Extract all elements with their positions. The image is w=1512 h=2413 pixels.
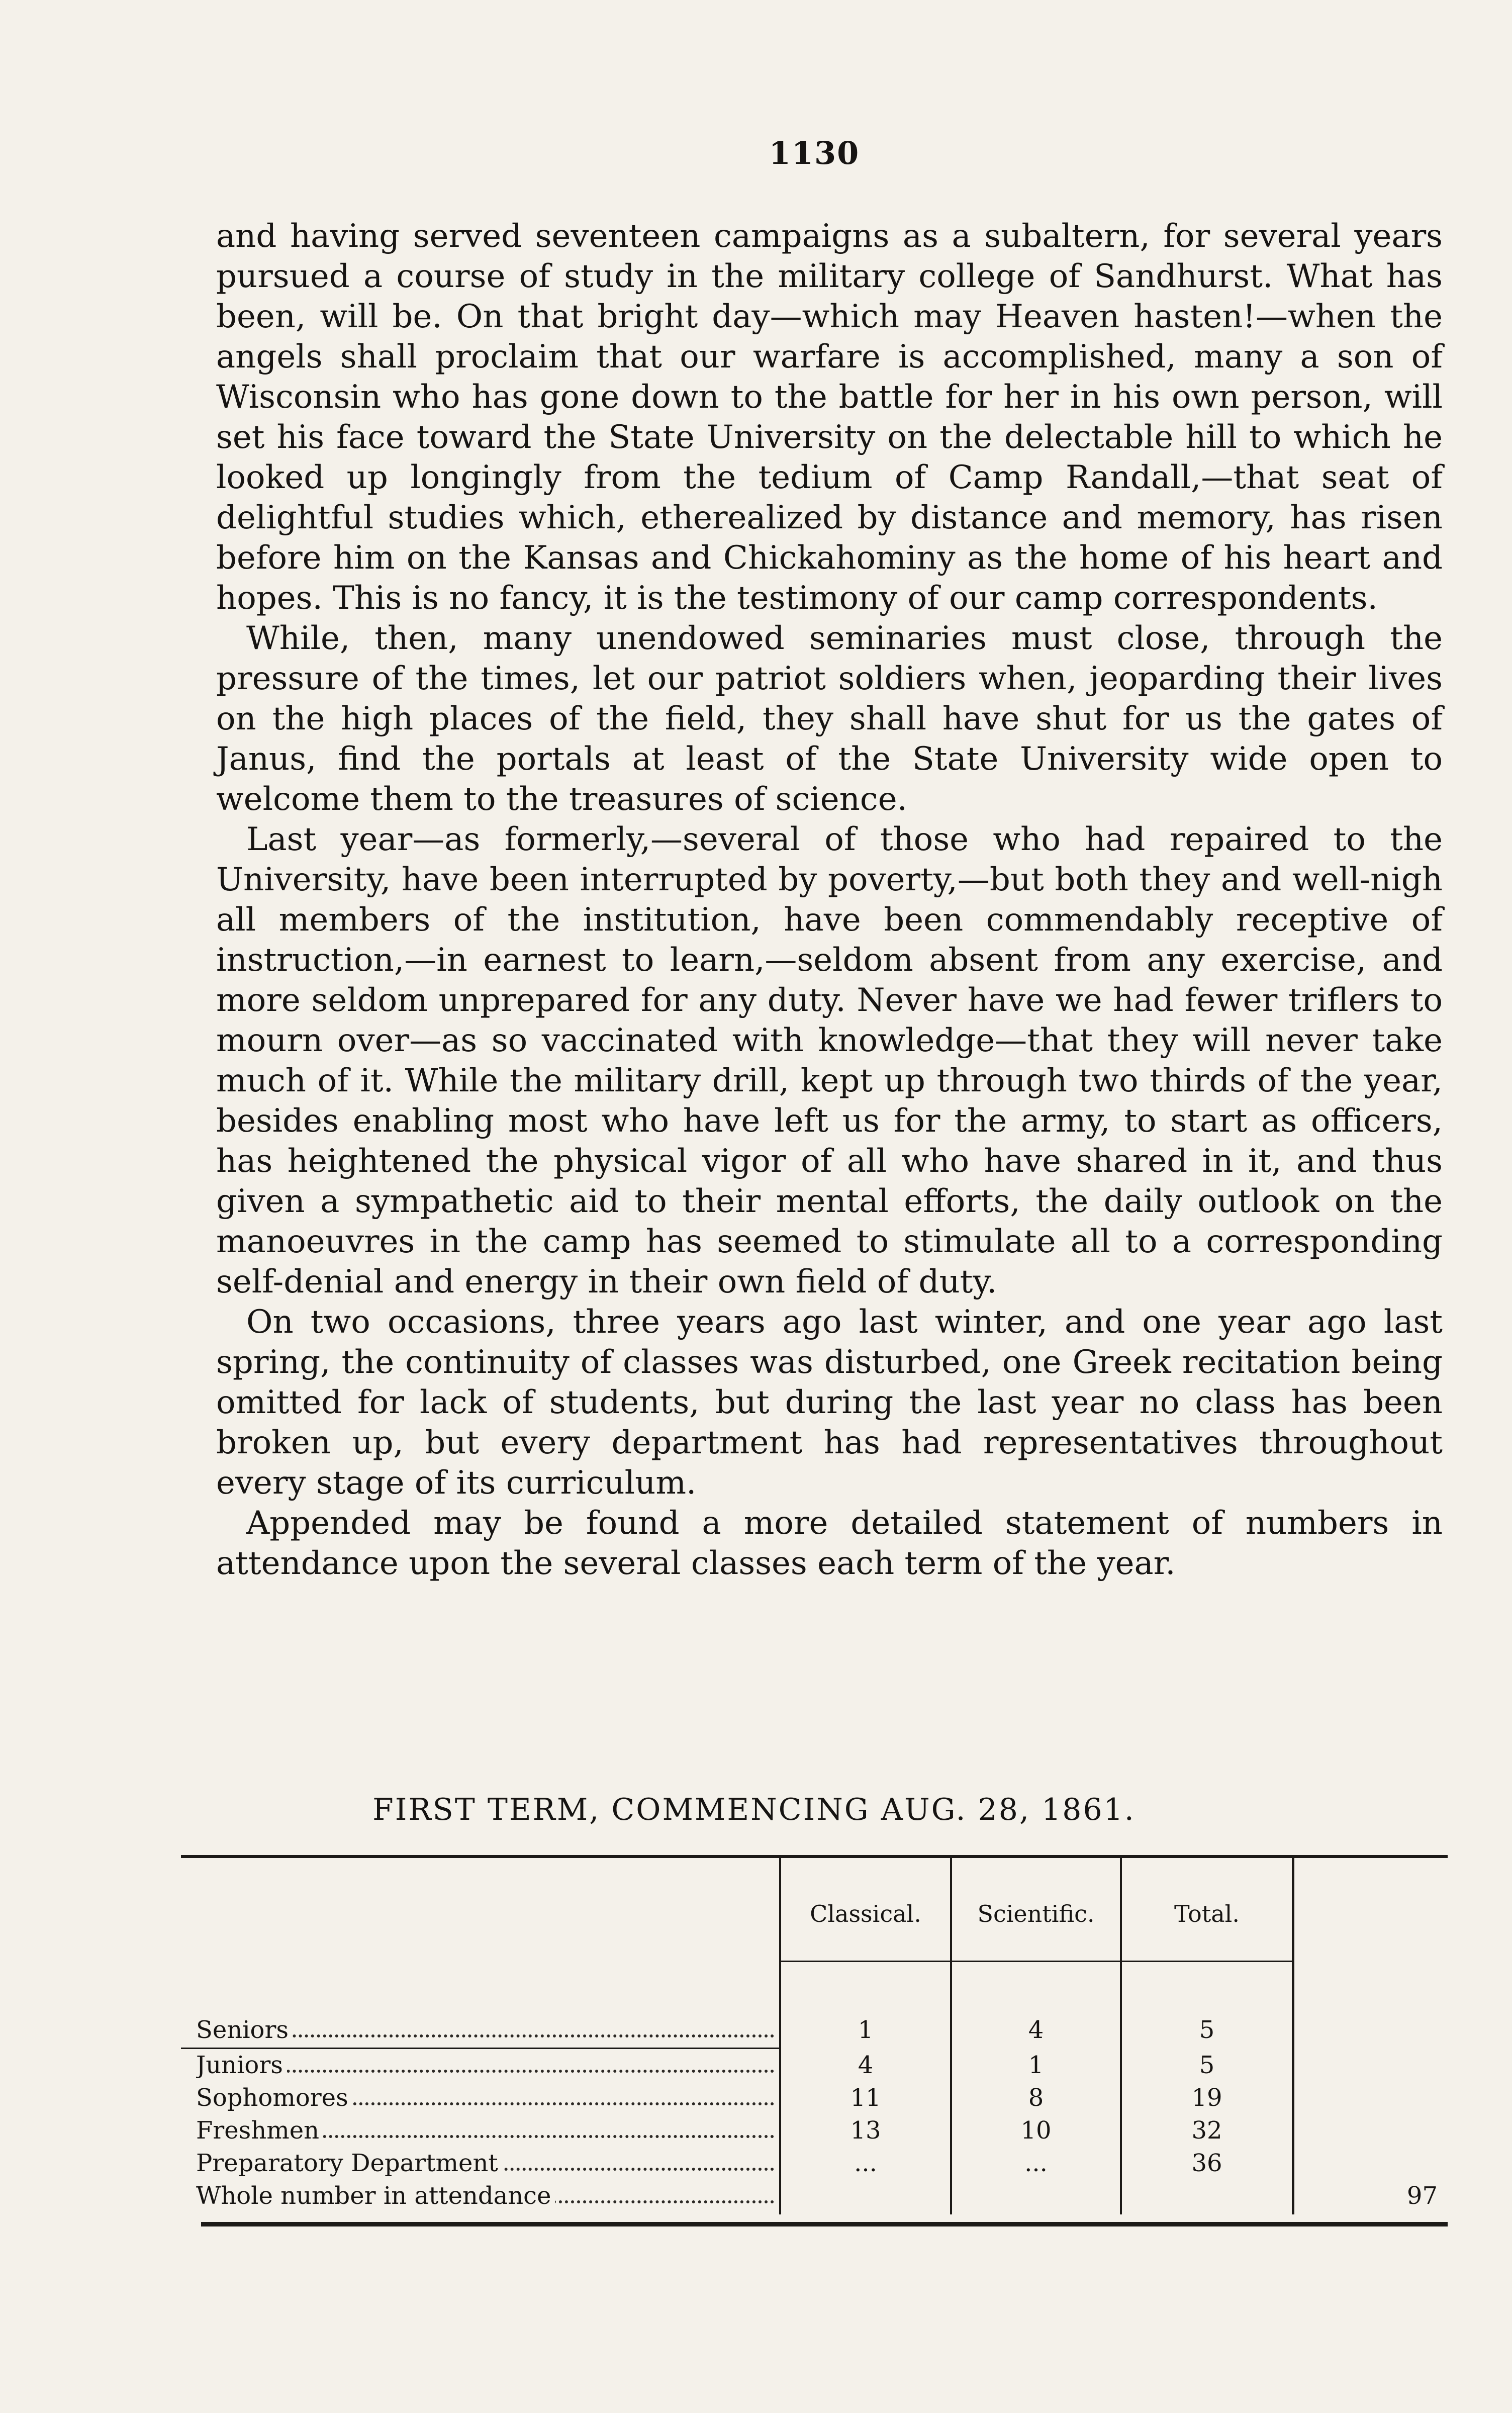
classical-cell: 11	[850, 2084, 881, 2112]
total-cell: 5	[1199, 2016, 1215, 2044]
table-row	[181, 2179, 1448, 2212]
header-rule	[779, 1961, 1292, 1962]
scientific-cell: ...	[1024, 2149, 1048, 2177]
paragraph-2: While, then, many unendowed seminaries must close, through the pressure of the times, let our patriot soldiers when, jeoparding their lives on the high places of the field, they shall have shut for us the gates of Janus, find the portals at least of the State University wide open to welcome them to the treasures of science.	[216, 620, 1443, 818]
table-row	[181, 2013, 1448, 2047]
row-label: Whole number in attendance	[196, 2179, 774, 2212]
row-label: Juniors	[196, 2049, 774, 2082]
table-heading: FIRST TERM, COMMENCING AUG. 28, 1861.	[372, 1792, 1136, 1827]
row-label: Preparatory Department	[196, 2147, 774, 2180]
scientific-cell: 1	[1028, 2051, 1044, 2079]
scientific-cell: 4	[1028, 2016, 1044, 2044]
paragraph-5: Appended may be found a more detailed statement of numbers in attendance upon the several classes each term of the year.	[216, 1505, 1443, 1582]
table-row	[181, 2049, 1448, 2082]
column-header-classical: Classical.	[810, 1900, 921, 1927]
paragraph-3: Last year—as formerly,—several of those who had repaired to the University, have been interrupted by poverty,—but both they and well-nigh all members of the institution, have been commendably receptive of instruction,—in earnest to learn,—seldom absent from any exercise, and more seldom unprepared for any duty. Never have we had fewer triflers to mourn over—as so vaccinated with knowledge—that they will never take much of it. While the military drill, kept up through two thirds of the year, besides enabling most who have left us for the army, to start as officers, has heightened the physical vigor of all who have shared in it, and thus given a sympathetic aid to their mental efforts, the daily outlook on the manoeuvres in the camp has seemed to stimulate all to a corresponding self-denial and energy in their own field of duty.	[216, 821, 1443, 1301]
column-header-total: Total.	[1174, 1900, 1240, 1927]
classical-cell: 1	[858, 2016, 874, 2044]
total-cell: 19	[1191, 2084, 1222, 2112]
page-number: 1130	[769, 135, 860, 171]
paragraph-1: and having served seventeen campaigns as a subaltern, for several years pursued a course of study in the military college of Sandhurst. What has been, will be. On that bright day—which may Heaven hasten!—when the angels shall proclaim that our warfare is accomplished, many a son of Wisconsin who has gone down to the battle for her in his own person, will set his face toward the State University on the delectable hill to which he looked up longingly from the tedium of Camp Randall,—that seat of delightful studies which, etherealized by distance and memory, has risen before him on the Kansas and Chickahominy as the home of his heart and hopes. This is no fancy, it is the testimony of our camp correspondents.	[216, 218, 1443, 617]
scientific-cell: 8	[1028, 2084, 1044, 2112]
table-bottom-rule	[201, 2222, 1448, 2226]
paragraph-4: On two occasions, three years ago last winter, and one year ago last spring, the continuity of classes was disturbed, one Greek recitation being omitted for lack of students, but during the last year no class has been broken up, but every department has had representatives throughout every stage of its curriculum.	[216, 1304, 1443, 1502]
body-text	[216, 216, 1443, 1584]
scientific-cell: 10	[1020, 2116, 1052, 2145]
grand-total-cell: 97	[1406, 2182, 1438, 2210]
classical-cell: 4	[858, 2051, 874, 2079]
table-row	[181, 2147, 1448, 2180]
table-top-rule	[181, 1855, 1448, 1858]
row-label: Freshmen	[196, 2114, 774, 2147]
total-cell: 32	[1191, 2116, 1222, 2145]
row-label: Seniors	[196, 2013, 774, 2047]
total-cell: 5	[1199, 2051, 1215, 2079]
table-row	[181, 2114, 1448, 2147]
attendance-table	[181, 1855, 1448, 2237]
table-row	[181, 2081, 1448, 2114]
total-cell: 36	[1191, 2149, 1222, 2177]
column-header-scientific: Scientific.	[977, 1900, 1095, 1927]
row-label: Sophomores	[196, 2081, 774, 2114]
classical-cell: 13	[850, 2116, 881, 2145]
classical-cell: ...	[854, 2149, 877, 2177]
